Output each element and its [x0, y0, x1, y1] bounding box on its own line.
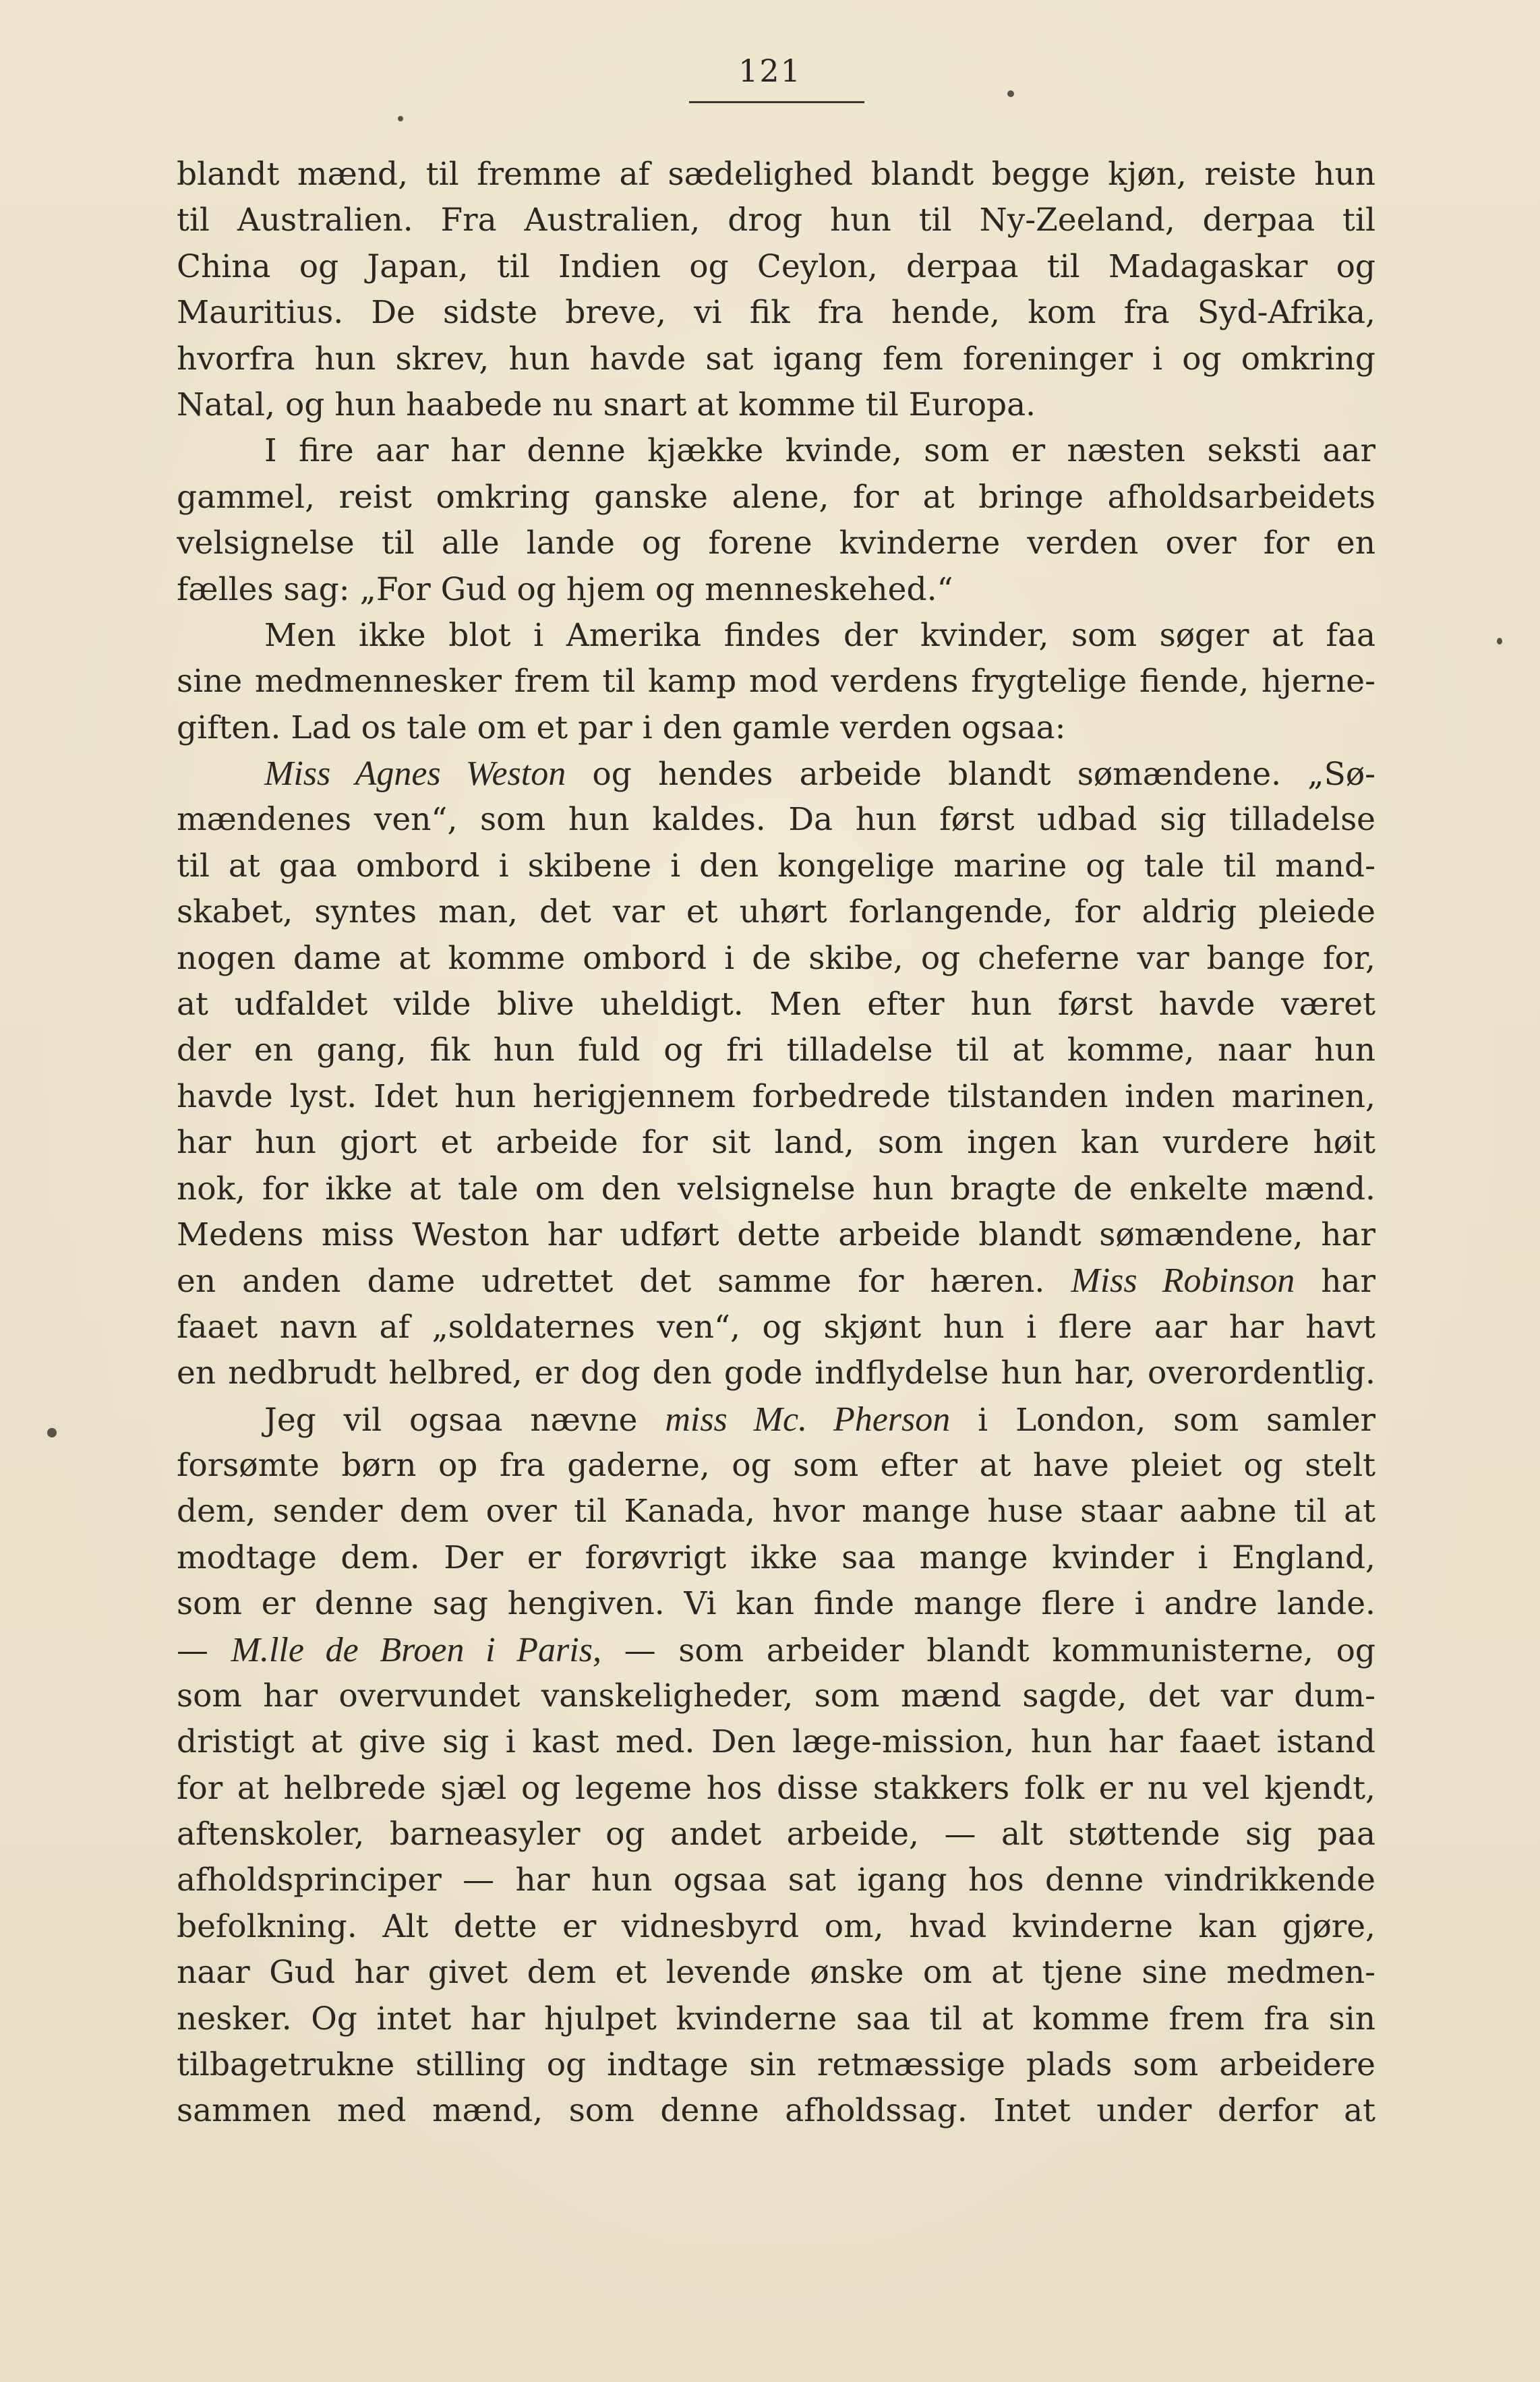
text-line — [177, 1212, 1375, 1258]
text-line — [177, 1812, 1375, 1857]
text-line — [177, 1535, 1375, 1581]
text-line — [177, 1950, 1375, 1996]
text-run: — som arbeider blandt kommunisterne, og — [601, 1632, 1375, 1669]
text-run: modtage dem. Der er forøvrigt ikke saa mange kvinder i England, — [177, 1539, 1375, 1576]
text-run: gammel, reist omkring ganske alene, for at bringe afholdsarbeidets — [177, 478, 1375, 516]
text-run: og hendes arbeide blandt sømændene. „Sø- — [566, 756, 1375, 794]
text-line — [177, 336, 1375, 382]
text-run: dem, sender dem over til Kanada, hvor mange huse staar aabne til at — [177, 1493, 1375, 1530]
text-line — [177, 198, 1375, 243]
text-line — [177, 382, 1375, 428]
text-run: til at gaa ombord i skibene i den kongelige marine og tale til mand- — [177, 847, 1375, 885]
text-line — [177, 428, 1375, 474]
italic-name: miss Mc. Pherson — [665, 1400, 951, 1439]
text-line — [177, 1120, 1375, 1166]
text-line — [177, 659, 1375, 705]
text-line — [177, 1350, 1375, 1396]
text-line — [177, 1904, 1375, 1950]
text-run: der en gang, fik hun fuld og fri tilladelse til at komme, naar hun — [177, 1032, 1375, 1069]
text-run: nesker. Og intet har hjulpet kvinderne saa til at komme frem fra sin — [177, 2000, 1375, 2037]
paper-speck — [1007, 90, 1014, 97]
text-run: China og Japan, til Indien og Ceylon, derpaa til Madagaskar og — [177, 247, 1375, 285]
text-run: Jeg vil ogsaa nævne — [264, 1401, 665, 1439]
text-line — [177, 1489, 1375, 1535]
text-line — [177, 520, 1375, 566]
text-line — [177, 152, 1375, 198]
text-line — [177, 936, 1375, 982]
text-run: — — [177, 1632, 231, 1669]
text-run: hvorfra hun skrev, hun havde sat igang fem foreninger i og omkring — [177, 340, 1375, 378]
text-line — [177, 1443, 1375, 1489]
paper-speck — [1497, 638, 1502, 645]
text-line — [177, 1397, 1375, 1443]
text-line — [177, 244, 1375, 290]
text-line — [177, 613, 1375, 659]
text-line — [177, 982, 1375, 1028]
text-run: som er denne sag hengiven. Vi kan finde mange flere i andre lande. — [177, 1585, 1375, 1623]
text-line — [177, 1673, 1375, 1719]
text-run: faaet navn af „soldaternes ven“, og skjønt hun i flere aar har havt — [177, 1308, 1375, 1346]
text-line — [177, 2088, 1375, 2134]
text-run: aftenskoler, barneasyler og andet arbeide, — alt støttende sig paa — [177, 1816, 1375, 1853]
text-line — [177, 843, 1375, 889]
text-run: har hun gjort et arbeide for sit land, som ingen kan vurdere høit — [177, 1124, 1375, 1162]
text-line — [177, 1719, 1375, 1765]
text-run: giften. Lad os tale om et par i den gamle verden ogsaa: — [177, 709, 1066, 746]
text-line — [177, 1581, 1375, 1627]
text-run: blandt mænd, til fremme af sædelighed blandt begge kjøn, reiste hun — [177, 156, 1375, 193]
paper-speck — [398, 116, 403, 121]
text-run: mændenes ven“, som hun kaldes. Da hun først udbad sig tilladelse — [177, 801, 1375, 839]
text-run: at udfaldet vilde blive uheldigt. Men efter hun først havde været — [177, 986, 1375, 1023]
text-run: skabet, syntes man, det var et uhørt forlangende, for aldrig pleiede — [177, 893, 1375, 931]
text-line — [177, 1166, 1375, 1212]
text-line — [177, 1258, 1375, 1304]
text-run: en nedbrudt helbred, er dog den gode indflydelse hun har, overordentlig. — [177, 1354, 1375, 1392]
text-run: befolkning. Alt dette er vidnesbyrd om, hvad kvinderne kan gjøre, — [177, 1907, 1375, 1945]
text-run: I fire aar har denne kjække kvinde, som er næsten seksti aar — [264, 432, 1375, 470]
text-line — [177, 889, 1375, 935]
text-run: som har overvundet vanskeligheder, som mænd sagde, det var dum- — [177, 1677, 1375, 1715]
text-run: nok, for ikke at tale om den velsignelse hun bragte de enkelte mænd. — [177, 1170, 1375, 1208]
text-run: afholdsprinciper — har hun ogsaa sat igang hos denne vindrikkende — [177, 1862, 1375, 1899]
text-run: velsignelse til alle lande og forene kvinderne verden over for en — [177, 525, 1375, 562]
text-run: naar Gud har givet dem et levende ønske om at tjene sine medmen- — [177, 1954, 1375, 1992]
text-run: sine medmennesker frem til kamp mod verdens frygtelige fiende, hjerne- — [177, 663, 1375, 701]
page-number-rule — [689, 101, 864, 103]
text-run: til Australien. Fra Australien, drog hun til Ny-Zeeland, derpaa til — [177, 202, 1375, 239]
text-run: har — [1295, 1263, 1375, 1301]
paper-speck — [47, 1428, 57, 1437]
text-line — [177, 1028, 1375, 1073]
text-run: Medens miss Weston har udført dette arbeide blandt sømændene, har — [177, 1216, 1375, 1253]
text-run: havde lyst. Idet hun herigjennem forbedrede tilstanden inden marinen, — [177, 1077, 1375, 1115]
italic-name: M.lle de Broen i Paris, — [231, 1630, 601, 1669]
text-run: for at helbrede sjæl og legeme hos disse stakkers folk er nu vel kjendt, — [177, 1769, 1375, 1807]
text-line — [177, 1857, 1375, 1903]
text-line — [177, 290, 1375, 336]
text-line — [177, 567, 1375, 613]
text-run: forsømte børn op fra gaderne, og som efter at have pleiet og stelt — [177, 1446, 1375, 1484]
text-run: Natal, og hun haabede nu snart at komme til Europa. — [177, 386, 1036, 423]
text-run: fælles sag: „For Gud og hjem og menneskehed.“ — [177, 570, 953, 608]
page-number: 121 — [738, 53, 802, 89]
text-line — [177, 1305, 1375, 1350]
text-line — [177, 797, 1375, 843]
text-line — [177, 1628, 1375, 1673]
text-run: dristigt at give sig i kast med. Den læge-mission, hun har faaet istand — [177, 1723, 1375, 1761]
text-line — [177, 1996, 1375, 2042]
text-run: sammen med mænd, som denne afholdssag. Intet under derfor at — [177, 2092, 1375, 2130]
italic-name: Miss Agnes Weston — [264, 754, 566, 794]
text-run: Men ikke blot i Amerika findes der kvinder, som søger at faa — [264, 616, 1375, 654]
italic-name: Miss Robinson — [1071, 1261, 1295, 1301]
text-line — [177, 2042, 1375, 2088]
text-run: nogen dame at komme ombord i de skibe, og cheferne var bange for, — [177, 939, 1375, 977]
text-line — [177, 1074, 1375, 1120]
text-line — [177, 1766, 1375, 1812]
body-text — [177, 152, 1375, 2135]
text-run: tilbagetrukne stilling og indtage sin retmæssige plads som arbeidere — [177, 2046, 1375, 2084]
text-run: en anden dame udrettet det samme for hæren. — [177, 1263, 1071, 1301]
text-run: Mauritius. De sidste breve, vi fik fra hende, kom fra Syd-Afrika, — [177, 294, 1375, 332]
text-line — [177, 705, 1375, 751]
text-line — [177, 751, 1375, 797]
text-run: i London, som samler — [950, 1401, 1375, 1439]
text-line — [177, 475, 1375, 520]
